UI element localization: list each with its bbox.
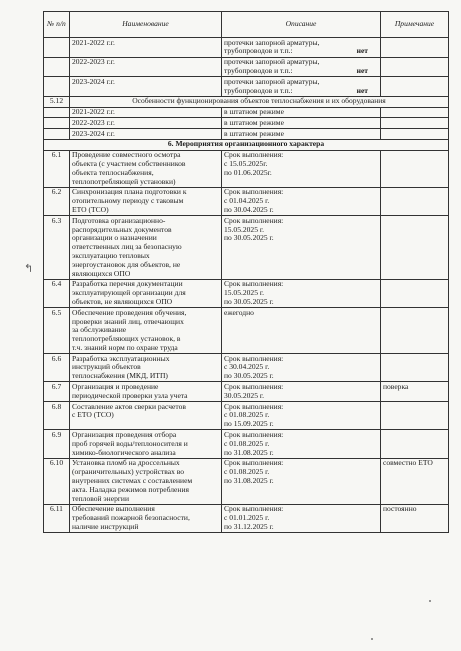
desc-cell [222,37,381,57]
name-cell [70,402,222,430]
desc-cell [222,279,381,307]
desc-cell [222,504,381,532]
name-line: теплоснабжения (МКД, ИТП) [72,371,168,381]
year-label: 2023-2024 г.г. [72,76,115,86]
note-cell [381,187,449,215]
name-cell [70,57,222,77]
col-header-note: Примечание [381,12,449,38]
desc-line: по 15.09.2025 г. [224,419,274,429]
name-cell [70,37,222,57]
desc-cell [222,458,381,504]
note-cell [381,216,449,280]
note-cell [381,150,449,187]
desc-line: 30.05.2025 г. [224,390,264,400]
desc-line: по 30.04.2025 г. [224,204,274,214]
name-cell: 2022-2023 г.г. [70,118,222,129]
desc-cell [222,187,381,215]
name-cell [70,354,222,382]
section-title: 6. Мероприятия организационного характера [44,139,449,150]
note-cell [381,107,449,118]
num-cell: 5.12 [44,96,70,107]
table-row [44,96,449,107]
name-line: теплопотребляющей установки) [72,176,176,186]
note-cell [381,354,449,382]
name-cell [70,279,222,307]
note-cell [381,430,449,458]
table-row [44,504,449,532]
scan-speck [429,600,431,602]
scan-speck [371,638,373,640]
name-cell [70,504,222,532]
desc-line: с 01.08.2025 г. [224,438,270,448]
note-cell: постоянно [381,504,449,532]
num-cell: 6.11 [44,504,70,532]
desc-value: нет [356,85,368,95]
table-row [44,118,449,129]
num-cell: 6.8 [44,402,70,430]
name-line: с ЕТО (ТСО) [72,410,114,420]
name-line: т.ч. знаний норм по охране труда [72,342,178,352]
note-cell [381,57,449,77]
col-header-desc: Описание [222,12,381,38]
num-cell [44,37,70,57]
note-cell: совместно ЕТО [381,458,449,504]
desc-cell: в штатном режиме [222,118,381,129]
desc-line: с 01.04.2025 г. [224,196,270,206]
name-line: проверки знаний лиц, отвечающих [72,316,184,326]
desc-value: нет [356,46,368,56]
note-cell [381,118,449,129]
note-cell [381,279,449,307]
name-line: проб горячей воды/теплоносителя и [72,438,188,448]
name-line: акта. Наладка режимов потребления [72,484,189,494]
name-line: Разработка перечня документации [72,279,183,289]
desc-line-with-value [224,47,378,56]
desc-line: 15.05.2025 г. [224,224,264,234]
desc-cell [222,402,381,430]
name-line: энергоустановок для объектов, не [72,259,181,269]
table-row [44,129,449,140]
desc-line: по 01.06.2025г. [224,167,272,177]
desc-cell: в штатном режиме [222,107,381,118]
table-row [44,37,449,57]
desc-line: с 01.01.2025 г. [224,513,270,523]
table-row [44,402,449,430]
name-line: Подготовка организационно- [72,215,166,225]
table-header-row [44,12,449,38]
table-row [44,279,449,307]
section-row [44,139,449,150]
name-line: за обслуживание [72,325,127,335]
name-cell [70,382,222,402]
name-line: Синхронизация плана подготовки к [72,187,187,197]
name-line: Разработка эксплуатационных [72,353,170,363]
note-cell: поверка [381,382,449,402]
desc-line: по 31.12.2025 г. [224,521,274,531]
desc-cell [222,216,381,280]
num-cell: 6.5 [44,308,70,354]
name-line: инструкций объектов [72,362,141,372]
desc-cell [222,308,381,354]
desc-line: с 15.05.2025г. [224,159,268,169]
num-cell [44,77,70,97]
desc-line: трубопроводов и т.п.: [224,46,293,56]
name-line: тепловой энергии [72,493,130,503]
num-cell: 6.3 [44,216,70,280]
num-cell [44,57,70,77]
name-line: Обеспечение проведения обучения, [72,307,187,317]
name-line: теплопотребляющих установок, в [72,334,181,344]
name-line: периодической проверки узла учета [72,390,188,400]
name-cell [70,308,222,354]
table-row [44,458,449,504]
table-row [44,430,449,458]
year-label: 2021-2022 г.г. [72,37,115,47]
year-label: 2022-2023 г.г. [72,57,115,67]
col-header-name: Наименование [70,12,222,38]
name-cell: 2021-2022 г.г. [70,107,222,118]
desc-line: протечки запорной арматуры, [224,37,320,47]
desc-line: по 30.05.2025 г. [224,371,274,381]
num-cell: 6.7 [44,382,70,402]
note-cell [381,129,449,140]
desc-cell [222,57,381,77]
note-cell [381,37,449,57]
name-line: требований пожарной безопасности, [72,513,190,523]
name-line: Установка пломб на дроссельных [72,458,180,468]
name-line: эксплуатирующей организации для [72,288,186,298]
desc-value: нет [356,65,368,75]
desc-line: по 30.05.2025 г. [224,296,274,306]
desc-line: Срок выполнения: [224,215,284,225]
table-row [44,382,449,402]
name-line: организации о назначении [72,233,157,243]
desc-line: по 31.08.2025 г. [224,447,274,457]
table-row [44,216,449,280]
desc-line-with-value [224,67,378,76]
name-line: эксплуатацию тепловых [72,250,150,260]
desc-cell [222,77,381,97]
desc-cell [222,354,381,382]
name-line: Организация и проведение [72,382,159,392]
desc-line: протечки запорной арматуры, [224,57,320,67]
table-row [44,187,449,215]
desc-line: по 31.08.2025 г. [224,475,274,485]
name-line: отопительному периоду с таковым [72,196,184,206]
name-line: объекта теплоснабжения, [72,167,154,177]
desc-line: 15.05.2025 г. [224,288,264,298]
table-row [44,354,449,382]
col-header-num: № п/п [44,12,70,38]
note-cell [381,308,449,354]
desc-line: Срок выполнения: [224,279,284,289]
desc-line: трубопроводов и т.п.: [224,85,293,95]
name-line: внутренних системах с составлением [72,475,193,485]
name-cell [70,150,222,187]
num-cell: 6.6 [44,354,70,382]
num-cell: 6.4 [44,279,70,307]
num-cell: 6.2 [44,187,70,215]
margin-mark: ↰ [24,262,34,275]
name-line: объектов, не являющихся ОПО [72,296,173,306]
name-cell [70,187,222,215]
name-line: ответственных лиц за безопасную [72,242,182,252]
desc-cell: в штатном режиме [222,129,381,140]
desc-line: Срок выполнения: [224,187,284,197]
desc-line: Срок выполнения: [224,353,284,363]
desc-line: Срок выполнения: [224,401,284,411]
name-cell [70,77,222,97]
name-cell [70,458,222,504]
name-line: Проведение совместного осмотра [72,150,181,160]
table-row [44,308,449,354]
desc-line: Срок выполнения: [224,458,284,468]
note-cell [381,402,449,430]
num-cell: 6.1 [44,150,70,187]
name-line: Составление актов сверки расчетов [72,401,186,411]
name-line: распорядительных документов [72,224,172,234]
desc-line-with-value [224,87,378,96]
section-subtitle: Особенности функционирования объектов теплоснабжения и их оборудования [70,96,449,107]
note-cell [381,77,449,97]
desc-cell [222,430,381,458]
desc-line: Срок выполнения: [224,382,284,392]
desc-line: ежегодно [224,307,254,317]
table-row [44,57,449,77]
desc-line: Срок выполнения: [224,430,284,439]
name-cell: 2023-2024 г.г. [70,129,222,140]
table-row [44,150,449,187]
desc-line: протечки запорной арматуры, [224,76,320,86]
desc-line: с 01.08.2025 г. [224,467,270,477]
name-line: ЕТО (ТСО) [72,204,109,214]
name-cell [70,216,222,280]
num-cell [44,118,70,129]
name-line: объекта (с участием собственников [72,159,186,169]
name-line: Обеспечение выполнения [72,504,155,514]
name-line: являющихся ОПО [72,268,131,278]
name-line: химико-биологического анализа [72,447,176,457]
desc-line: Срок выполнения: [224,150,284,160]
desc-cell [222,150,381,187]
plan-table [43,11,449,533]
desc-line: с 30.04.2025 г. [224,362,270,372]
desc-line: с 01.08.2025 г. [224,410,270,420]
desc-cell [222,382,381,402]
desc-line: трубопроводов и т.п.: [224,65,293,75]
num-cell [44,107,70,118]
desc-line: по 30.05.2025 г. [224,233,274,243]
num-cell [44,129,70,140]
table-row [44,77,449,97]
name-line: Организация проведения отбора [72,430,177,439]
name-line: наличие инструкций [72,521,139,531]
num-cell: 6.9 [44,430,70,458]
num-cell: 6.10 [44,458,70,504]
table-row [44,107,449,118]
desc-line: Срок выполнения: [224,504,284,514]
name-cell [70,430,222,458]
name-line: (ограничительных) устройствах во [72,467,185,477]
